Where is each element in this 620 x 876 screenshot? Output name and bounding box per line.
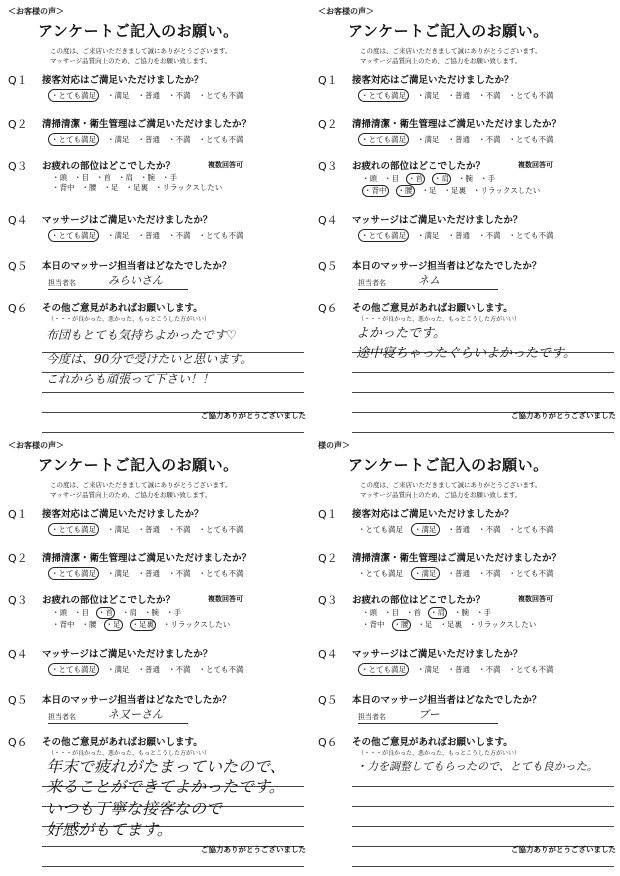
question-number: Q２ — [8, 552, 28, 565]
rating-options — [358, 133, 562, 146]
option-normal[interactable]: ・普通 — [447, 525, 470, 534]
question-text: 接客対応はご満足いただけましたか？ — [42, 75, 204, 86]
comment-line-2[interactable]: 来ることができてよかったです。 — [46, 777, 285, 796]
option-very-satisfied[interactable]: ・とても満足 — [358, 89, 409, 102]
survey-form-top-right — [318, 6, 618, 436]
form-intro — [50, 480, 231, 500]
comment-line-1[interactable]: ・力を調整してもらったので、とても良かった。 — [356, 760, 598, 773]
question-number: Q６ — [8, 736, 28, 749]
question-number: Q６ — [8, 302, 28, 315]
question-number: Q４ — [318, 214, 338, 227]
option-normal[interactable]: ・普通 — [447, 91, 470, 100]
form-title: アンケートご記入のお願い。 — [348, 22, 549, 40]
intro-line-1: この度は、ご来店いただきまして誠にありがとうございます。 — [360, 481, 542, 489]
part-relax[interactable]: ・リラックスしたい — [155, 183, 223, 192]
comment-line — [42, 392, 304, 393]
option-very-dissatisfied[interactable]: ・とても不満 — [198, 91, 244, 100]
part-arms[interactable]: ・腕 — [458, 174, 473, 183]
question-text: 清掃清潔・衛生管理はご満足いただけましたか？ — [42, 553, 252, 564]
question-hint: （・・・が良かった、悪かった、もっとこうした方がいい） — [358, 316, 521, 323]
question-text: お疲れの部位はどこでしたか？ — [42, 161, 176, 172]
option-satisfied[interactable]: ・満足 — [107, 665, 130, 674]
part-hands[interactable]: ・手 — [166, 608, 181, 617]
option-normal[interactable]: ・普通 — [447, 231, 470, 240]
question-text: 本日のマッサージ担当者はどなたでしたか？ — [42, 695, 232, 706]
question-text: お疲れの部位はどこでしたか？ — [42, 595, 176, 606]
part-relax[interactable]: ・リラックスしたい — [473, 186, 541, 195]
option-dissatisfied[interactable]: ・不満 — [168, 91, 191, 100]
part-hands[interactable]: ・手 — [480, 174, 495, 183]
question-number: Q２ — [8, 118, 28, 131]
part-lower-back[interactable]: ・腰 — [81, 183, 97, 192]
question-hint: （・・・が良かった、悪かった、もっとこうした方がいい） — [48, 750, 211, 757]
multiple-answer-note: 複数回答可 — [518, 595, 553, 603]
option-satisfied[interactable]: ・満足 — [411, 523, 440, 536]
comment-line-1[interactable]: 布団もとても気持ちよかったです♡ — [46, 328, 237, 342]
multiple-answer-note: 複数回答可 — [208, 161, 243, 169]
option-very-satisfied[interactable]: ・とても満足 — [358, 229, 409, 242]
question-text: 接客対応はご満足いただけましたか？ — [42, 509, 204, 520]
part-shoulders[interactable]: ・肩 — [434, 174, 449, 183]
part-neck[interactable]: ・首 — [408, 174, 423, 183]
comment-line-1[interactable]: 年末で疲れがたまっていたので、 — [46, 757, 286, 776]
comment-line — [352, 372, 614, 373]
part-soles[interactable]: ・足裏 — [439, 620, 462, 629]
option-very-satisfied[interactable]: ・とても満足 — [358, 525, 403, 534]
option-very-satisfied[interactable]: ・とても満足 — [48, 89, 99, 102]
part-neck[interactable]: ・首 — [406, 608, 421, 617]
question-number: Q５ — [8, 694, 28, 707]
comment-line — [42, 432, 304, 433]
comment-line — [352, 806, 614, 807]
part-neck[interactable]: ・首 — [98, 608, 113, 617]
thanks-footer: ご協力ありがとうございました — [511, 411, 616, 420]
question-number: Q１ — [8, 508, 28, 521]
comment-line — [42, 866, 304, 867]
comment-line — [352, 786, 614, 787]
option-normal[interactable]: ・普通 — [447, 135, 470, 144]
question-number: Q３ — [8, 160, 28, 173]
option-dissatisfied[interactable]: ・不満 — [478, 135, 501, 144]
comment-line — [352, 826, 614, 827]
part-soles[interactable]: ・足裏 — [125, 183, 148, 192]
option-very-dissatisfied[interactable]: ・とても不満 — [198, 135, 244, 144]
question-text: その他ご意見があればお願いします。 — [42, 303, 203, 314]
part-shoulders[interactable]: ・肩 — [122, 608, 137, 617]
rating-options — [358, 89, 562, 102]
question-text: お疲れの部位はどこでしたか？ — [352, 161, 486, 172]
part-shoulders[interactable]: ・肩 — [118, 173, 133, 182]
comment-line-3[interactable]: いつも丁寧な接客なので — [46, 799, 223, 818]
rating-options — [48, 229, 252, 242]
multiple-answer-note: 複数回答可 — [518, 161, 553, 169]
option-dissatisfied[interactable]: ・不満 — [168, 231, 191, 240]
option-satisfied[interactable]: ・満足 — [107, 569, 130, 578]
thanks-footer: ご協力ありがとうございました — [201, 845, 306, 854]
option-normal[interactable]: ・普通 — [447, 569, 470, 578]
part-back[interactable]: ・背中 — [52, 620, 75, 629]
option-very-dissatisfied[interactable]: ・とても不満 — [198, 569, 244, 578]
thanks-footer: ご協力ありがとうございました — [511, 845, 616, 854]
survey-form-bottom-right — [318, 440, 618, 870]
option-very-dissatisfied[interactable]: ・とても不満 — [198, 665, 244, 674]
option-satisfied[interactable]: ・満足 — [107, 135, 130, 144]
question-text: お疲れの部位はどこでしたか？ — [352, 595, 486, 606]
option-very-satisfied[interactable]: ・とても満足 — [48, 567, 99, 580]
question-number: Q３ — [318, 594, 338, 607]
intro-line-1: この度は、ご来店いただきまして誠にありがとうございます。 — [50, 47, 232, 55]
option-normal[interactable]: ・普通 — [137, 525, 160, 534]
therapist-name-value[interactable]: ブー — [418, 708, 440, 721]
part-relax[interactable]: ・リラックスしたい — [469, 620, 537, 629]
option-very-dissatisfied[interactable]: ・とても不満 — [508, 231, 554, 240]
comment-line — [352, 392, 614, 393]
option-very-dissatisfied[interactable]: ・とても不満 — [198, 231, 244, 240]
option-dissatisfied[interactable]: ・不満 — [168, 569, 191, 578]
option-very-satisfied[interactable]: ・とても満足 — [358, 663, 409, 676]
option-very-dissatisfied[interactable]: ・とても不満 — [508, 525, 554, 534]
thanks-footer: ご協力ありがとうございました — [201, 411, 306, 420]
option-very-satisfied[interactable]: ・とても満足 — [48, 229, 99, 242]
option-satisfied[interactable]: ・満足 — [417, 665, 440, 674]
survey-form-bottom-left — [8, 440, 308, 870]
part-hands[interactable]: ・手 — [476, 608, 491, 617]
form-intro — [360, 46, 541, 66]
part-head[interactable]: ・頭 — [362, 608, 377, 617]
part-back[interactable]: ・背中 — [364, 186, 387, 195]
option-normal[interactable]: ・普通 — [137, 135, 160, 144]
question-number: Q２ — [318, 118, 338, 131]
rating-options — [48, 523, 252, 536]
question-number: Q１ — [318, 74, 338, 87]
question-text: その他ご意見があればお願いします。 — [352, 303, 513, 314]
body-part-options — [362, 173, 547, 197]
rating-options — [48, 133, 252, 146]
question-text: 本日のマッサージ担当者はどなたでしたか？ — [352, 261, 542, 272]
question-number: Q２ — [318, 552, 338, 565]
comment-line — [352, 432, 614, 433]
part-eyes[interactable]: ・目 — [74, 608, 89, 617]
part-legs[interactable]: ・足 — [103, 183, 119, 192]
option-very-satisfied[interactable]: ・とても満足 — [358, 569, 403, 578]
part-arms[interactable]: ・腕 — [140, 173, 155, 182]
form-tag: ＜お客様の声＞ — [8, 441, 64, 450]
therapist-name-line — [48, 289, 188, 290]
option-normal[interactable]: ・普通 — [137, 569, 160, 578]
option-very-satisfied[interactable]: ・とても満足 — [48, 663, 99, 676]
option-satisfied[interactable]: ・満足 — [107, 231, 130, 240]
question-text: マッサージはご満足いただけましたか？ — [42, 215, 213, 226]
option-satisfied[interactable]: ・満足 — [411, 567, 440, 580]
question-number: Q４ — [8, 214, 28, 227]
question-text: 清掃清潔・衛生管理はご満足いただけましたか？ — [42, 119, 252, 130]
rating-options — [358, 229, 562, 242]
survey-form-top-left — [8, 6, 308, 436]
option-dissatisfied[interactable]: ・不満 — [478, 569, 501, 578]
part-legs[interactable]: ・足 — [417, 620, 433, 629]
multiple-answer-note: 複数回答可 — [208, 595, 243, 603]
option-normal[interactable]: ・普通 — [447, 665, 470, 674]
part-back[interactable]: ・背中 — [362, 620, 385, 629]
part-eyes[interactable]: ・目 — [384, 608, 399, 617]
question-number: Q６ — [318, 736, 338, 749]
form-title: アンケートご記入のお願い。 — [38, 22, 239, 40]
option-very-satisfied[interactable]: ・とても満足 — [48, 133, 99, 146]
question-hint: （・・・が良かった、悪かった、もっとこうした方がいい） — [48, 316, 211, 323]
comment-line-2[interactable]: 途中寝ちゃったぐらいよかったです。 — [356, 346, 576, 361]
question-text: マッサージはご満足いただけましたか？ — [352, 649, 523, 660]
option-dissatisfied[interactable]: ・不満 — [168, 665, 191, 674]
question-number: Q５ — [8, 260, 28, 273]
question-text: 本日のマッサージ担当者はどなたでしたか？ — [352, 695, 542, 706]
part-legs[interactable]: ・足 — [421, 186, 437, 195]
option-very-dissatisfied[interactable]: ・とても不満 — [508, 135, 554, 144]
comment-line-2[interactable]: 今度は、90分で受けたいと思います。 — [46, 352, 253, 366]
option-satisfied[interactable]: ・満足 — [107, 91, 130, 100]
option-very-satisfied[interactable]: ・とても満足 — [48, 523, 99, 536]
therapist-name-line — [358, 289, 498, 290]
part-neck[interactable]: ・首 — [96, 173, 111, 182]
rating-options — [48, 89, 252, 102]
therapist-name-line — [48, 723, 188, 724]
comment-line-3[interactable]: これからも頑張って下さい！！ — [46, 372, 215, 386]
question-text: その他ご意見があればお願いします。 — [42, 737, 203, 748]
form-tag: ＜お客様の声＞ — [8, 7, 64, 16]
option-dissatisfied[interactable]: ・不満 — [478, 525, 501, 534]
form-tag: ＜お客様の声＞ — [318, 7, 374, 16]
part-hands[interactable]: ・手 — [162, 173, 177, 182]
option-very-dissatisfied[interactable]: ・とても不満 — [198, 525, 244, 534]
question-number: Q４ — [8, 648, 28, 661]
comment-line-1[interactable]: よかったです。 — [356, 326, 446, 341]
therapist-name-label: 担当者名 — [358, 713, 386, 721]
body-part-options — [52, 607, 237, 631]
option-dissatisfied[interactable]: ・不満 — [478, 665, 501, 674]
therapist-name-value[interactable]: ネ又ーさん — [108, 708, 163, 721]
option-dissatisfied[interactable]: ・不満 — [478, 91, 501, 100]
form-title: アンケートご記入のお願い。 — [348, 456, 549, 474]
part-soles[interactable]: ・足裏 — [443, 186, 466, 195]
rating-options — [358, 567, 562, 580]
option-satisfied[interactable]: ・満足 — [417, 135, 440, 144]
rating-options — [358, 523, 562, 536]
intro-line-2: マッサージ品質向上のため、ご協力をお願い致します。 — [360, 491, 522, 499]
intro-line-2: マッサージ品質向上のため、ご協力をお願い致します。 — [360, 57, 522, 65]
option-normal[interactable]: ・普通 — [137, 231, 160, 240]
part-lower-back[interactable]: ・腰 — [393, 620, 409, 629]
question-text: マッサージはご満足いただけましたか？ — [352, 215, 523, 226]
part-lower-back[interactable]: ・腰 — [81, 620, 97, 629]
question-text: 清掃清潔・衛生管理はご満足いただけましたか？ — [352, 553, 562, 564]
question-number: Q５ — [318, 260, 338, 273]
part-eyes[interactable]: ・目 — [74, 173, 89, 182]
option-dissatisfied[interactable]: ・不満 — [168, 135, 191, 144]
question-text: 清掃清潔・衛生管理はご満足いただけましたか？ — [352, 119, 562, 130]
option-dissatisfied[interactable]: ・不満 — [478, 231, 501, 240]
therapist-name-label: 担当者名 — [358, 279, 386, 287]
option-very-dissatisfied[interactable]: ・とても不満 — [508, 91, 554, 100]
part-arms[interactable]: ・腕 — [454, 608, 469, 617]
comment-line-4[interactable]: 好感がもてます。 — [46, 820, 173, 839]
option-normal[interactable]: ・普通 — [137, 91, 160, 100]
question-number: Q３ — [318, 160, 338, 173]
comment-line — [352, 866, 614, 867]
therapist-name-line — [358, 723, 498, 724]
rating-options — [48, 663, 252, 676]
option-very-dissatisfied[interactable]: ・とても不満 — [508, 569, 554, 578]
form-intro — [360, 480, 541, 500]
part-head[interactable]: ・頭 — [362, 174, 377, 183]
option-very-satisfied[interactable]: ・とても満足 — [358, 133, 409, 146]
intro-line-2: マッサージ品質向上のため、ご協力をお願い致します。 — [50, 491, 212, 499]
question-number: Q１ — [318, 508, 338, 521]
intro-line-1: この度は、ご来店いただきまして誠にありがとうございます。 — [50, 481, 232, 489]
part-soles[interactable]: ・足裏 — [131, 620, 154, 629]
question-hint: （・・・が良かった、悪かった、もっとこうした方がいい） — [358, 750, 521, 757]
part-head[interactable]: ・頭 — [52, 173, 67, 182]
therapist-name-label: 担当者名 — [48, 713, 76, 721]
form-title: アンケートご記入のお願い。 — [38, 456, 239, 474]
part-arms[interactable]: ・腕 — [144, 608, 159, 617]
option-normal[interactable]: ・普通 — [137, 665, 160, 674]
therapist-name-value[interactable]: ネム — [418, 274, 440, 287]
part-legs[interactable]: ・足 — [105, 620, 121, 629]
question-text: マッサージはご満足いただけましたか？ — [42, 649, 213, 660]
question-text: 接客対応はご満足いただけましたか？ — [352, 75, 514, 86]
question-number: Q６ — [318, 302, 338, 315]
option-very-dissatisfied[interactable]: ・とても不満 — [508, 665, 554, 674]
option-satisfied[interactable]: ・満足 — [417, 231, 440, 240]
part-lower-back[interactable]: ・腰 — [397, 186, 413, 195]
question-number: Q４ — [318, 648, 338, 661]
question-text: 本日のマッサージ担当者はどなたでしたか？ — [42, 261, 232, 272]
question-text: 接客対応はご満足いただけましたか？ — [352, 509, 514, 520]
question-text: その他ご意見があればお願いします。 — [352, 737, 513, 748]
body-part-options — [362, 607, 543, 631]
option-satisfied[interactable]: ・満足 — [107, 525, 130, 534]
intro-line-2: マッサージ品質向上のため、ご協力をお願い致します。 — [50, 57, 212, 65]
part-relax[interactable]: ・リラックスしたい — [163, 620, 231, 629]
part-eyes[interactable]: ・目 — [384, 174, 399, 183]
option-dissatisfied[interactable]: ・不満 — [168, 525, 191, 534]
body-part-options — [52, 173, 229, 193]
part-back[interactable]: ・背中 — [52, 183, 75, 192]
option-satisfied[interactable]: ・満足 — [417, 91, 440, 100]
rating-options — [358, 663, 562, 676]
therapist-name-label: 担当者名 — [48, 279, 76, 287]
form-intro — [50, 46, 231, 66]
question-number: Q５ — [318, 694, 338, 707]
part-shoulders[interactable]: ・肩 — [430, 608, 445, 617]
intro-line-1: この度は、ご来店いただきまして誠にありがとうございます。 — [360, 47, 542, 55]
question-number: Q３ — [8, 594, 28, 607]
rating-options — [48, 567, 252, 580]
therapist-name-value[interactable]: みらいさん — [108, 274, 163, 287]
form-tag: 様の声＞ — [318, 441, 350, 450]
part-head[interactable]: ・頭 — [52, 608, 67, 617]
question-number: Q１ — [8, 74, 28, 87]
